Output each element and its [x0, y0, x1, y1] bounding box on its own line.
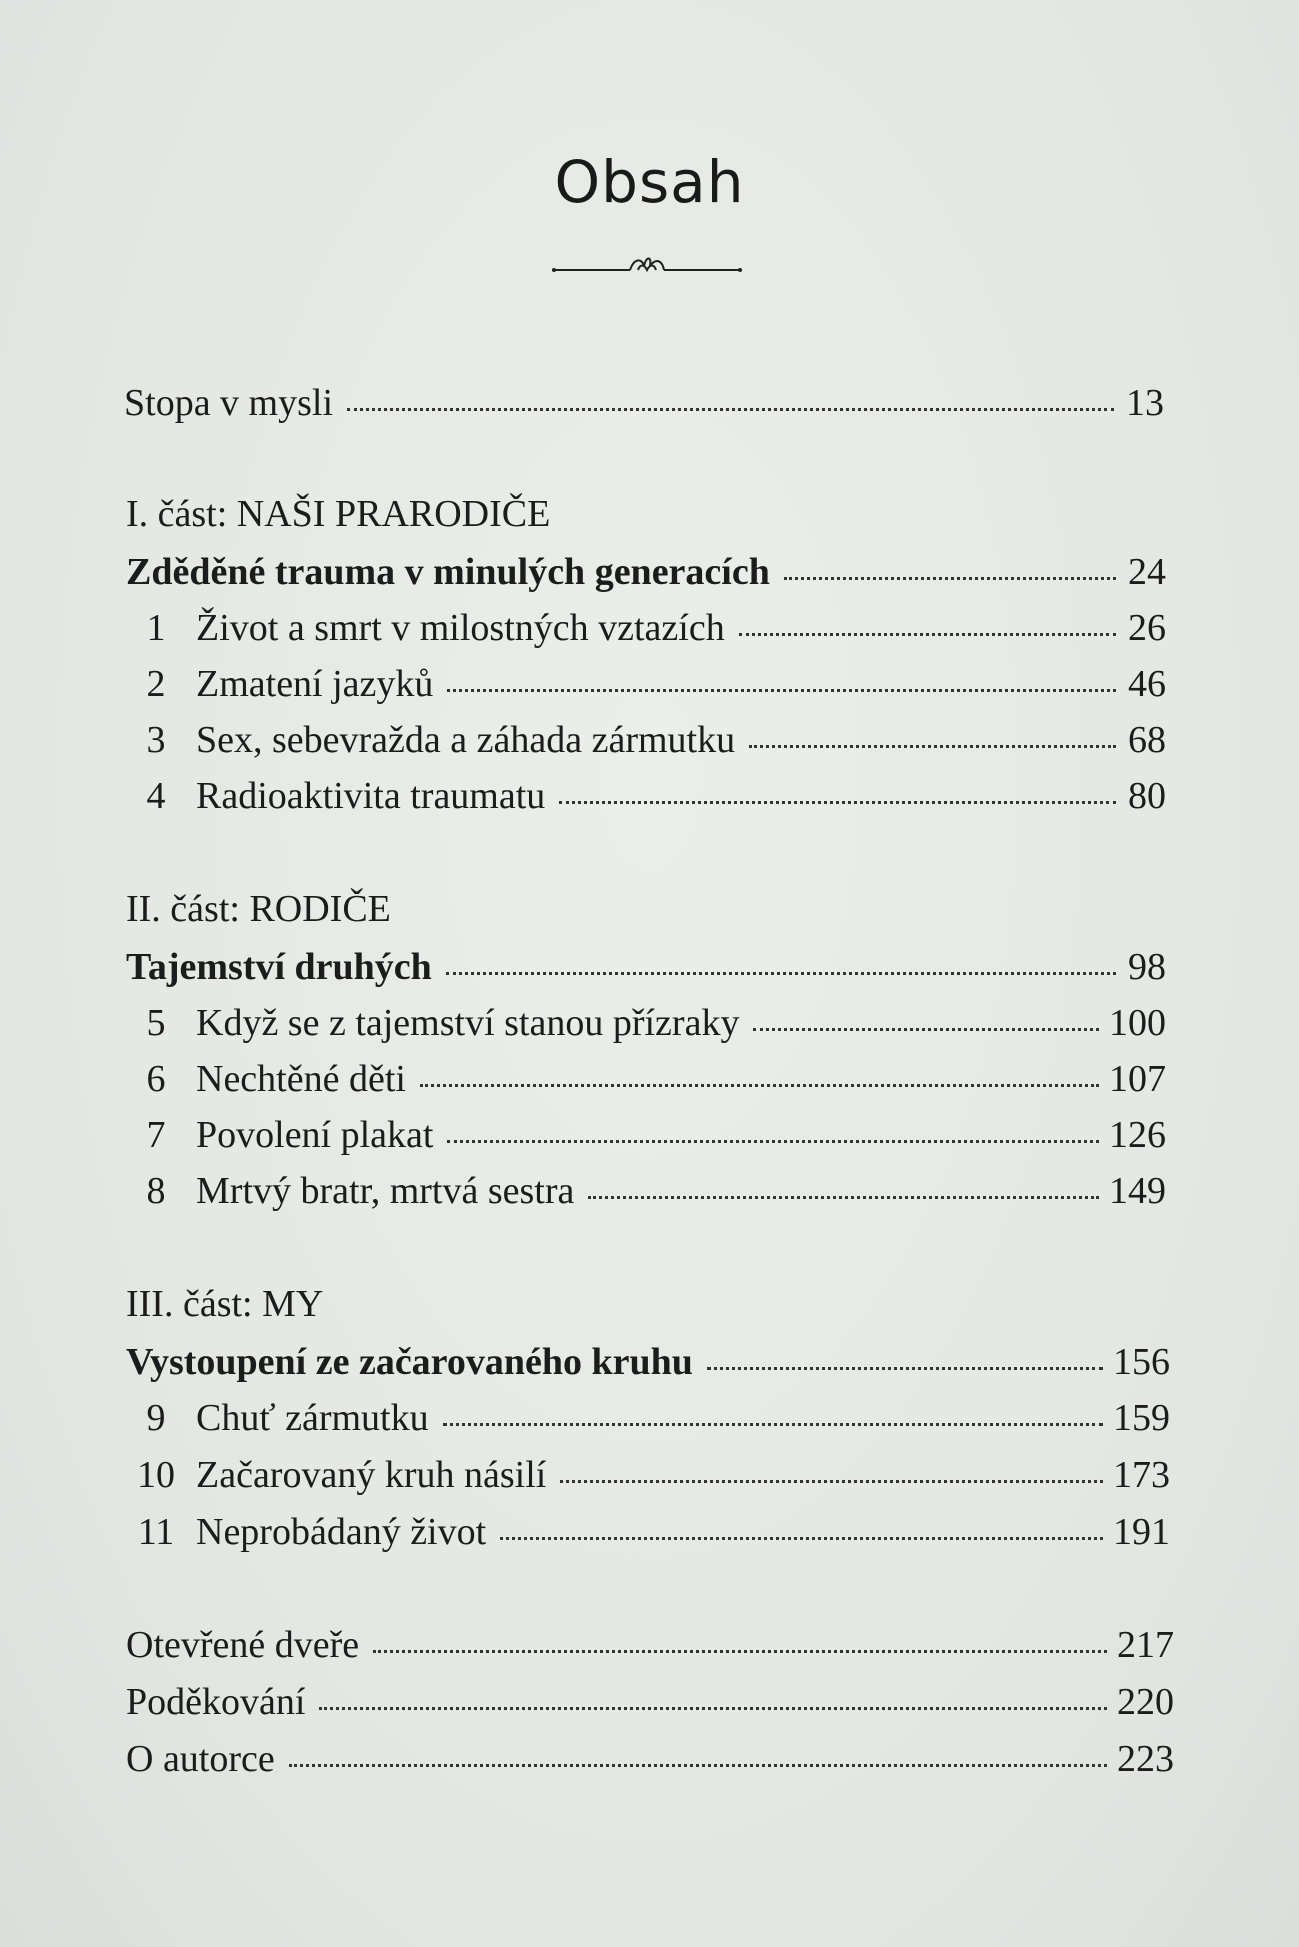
chapter-title: Sex, sebevražda a záhada zármutku	[196, 719, 736, 761]
toc-section-page: 24	[1128, 551, 1166, 593]
toc-section-label: Zděděné trauma v minulých generacích	[126, 551, 770, 593]
toc-section-page: 156	[1113, 1341, 1170, 1383]
toc-chapter	[116, 1172, 1166, 1210]
toc-entry-closing	[126, 1740, 1174, 1778]
leader-dots	[443, 1423, 1103, 1426]
chapter-title: Neprobádaný život	[196, 1511, 487, 1553]
chapter-page: 159	[1113, 1397, 1170, 1439]
toc-entry-label: Otevřené dveře	[126, 1624, 360, 1666]
chapter-page: 68	[1128, 719, 1166, 761]
toc-entry-page: 217	[1117, 1624, 1174, 1666]
chapter-title: Zmatení jazyků	[196, 663, 434, 705]
chapter-number: 3	[146, 719, 166, 761]
toc-chapter	[116, 1060, 1166, 1098]
toc-section-2	[126, 948, 1166, 986]
leader-dots	[420, 1084, 1099, 1087]
leader-dots	[373, 1650, 1107, 1653]
toc-chapter	[116, 777, 1166, 815]
chapter-title: Mrtvý bratr, mrtvá sestra	[196, 1170, 575, 1212]
toc-entry-closing	[126, 1626, 1174, 1664]
chapter-number: 5	[146, 1002, 166, 1044]
toc-section-3	[126, 1343, 1170, 1381]
toc-chapter	[116, 1513, 1170, 1551]
chapter-page: 173	[1113, 1454, 1170, 1496]
toc-chapter	[116, 665, 1166, 703]
chapter-page: 149	[1109, 1170, 1166, 1212]
toc-section-label: Tajemství druhých	[126, 946, 432, 988]
toc-section-label: Vystoupení ze začarovaného kruhu	[126, 1341, 693, 1383]
toc-entry-label: O autorce	[126, 1738, 275, 1780]
chapter-page: 107	[1109, 1058, 1166, 1100]
leader-dots	[739, 633, 1116, 636]
toc-chapter	[116, 721, 1166, 759]
chapter-page: 26	[1128, 607, 1166, 649]
leader-dots	[447, 689, 1116, 692]
chapter-title: Když se z tajemství stanou přízraky	[196, 1002, 740, 1044]
toc-section-1	[126, 553, 1166, 591]
chapter-number: 10	[137, 1454, 175, 1496]
toc-section-page: 98	[1128, 946, 1166, 988]
chapter-page: 191	[1113, 1511, 1170, 1553]
toc-chapter	[116, 609, 1166, 647]
chapter-number: 9	[146, 1397, 166, 1439]
chapter-title: Chuť zármutku	[196, 1397, 429, 1439]
toc-entry-label: Poděkování	[126, 1681, 306, 1723]
chapter-title: Začarovaný kruh násilí	[196, 1454, 547, 1496]
toc-chapter	[116, 1399, 1170, 1437]
chapter-page: 100	[1109, 1002, 1166, 1044]
chapter-number: 11	[137, 1511, 175, 1553]
leader-dots	[347, 408, 1114, 411]
leader-dots	[749, 745, 1116, 748]
leader-dots	[289, 1764, 1107, 1767]
leader-dots	[500, 1537, 1103, 1540]
part-heading-2: II. část: RODIČE	[126, 888, 391, 930]
leader-dots	[560, 1480, 1103, 1483]
chapter-title: Život a smrt v milostných vztazích	[196, 607, 725, 649]
leader-dots	[447, 1140, 1099, 1143]
toc-entry-page: 223	[1117, 1738, 1174, 1780]
chapter-number: 8	[146, 1170, 166, 1212]
chapter-title: Radioaktivita traumatu	[196, 775, 546, 817]
chapter-title: Povolení plakat	[196, 1114, 434, 1156]
leader-dots	[784, 577, 1116, 580]
toc-entry-closing	[126, 1683, 1174, 1721]
toc-entry-intro	[124, 384, 1164, 422]
chapter-number: 6	[146, 1058, 166, 1100]
toc-entry-page: 220	[1117, 1681, 1174, 1723]
leader-dots	[588, 1196, 1099, 1199]
leader-dots	[559, 801, 1116, 804]
leader-dots	[753, 1028, 1099, 1031]
chapter-number: 2	[146, 663, 166, 705]
chapter-page: 126	[1109, 1114, 1166, 1156]
chapter-number: 7	[146, 1114, 166, 1156]
chapter-number: 4	[146, 775, 166, 817]
toc-chapter	[116, 1116, 1166, 1154]
leader-dots	[446, 972, 1116, 975]
part-heading-3: III. část: MY	[126, 1283, 324, 1325]
chapter-number: 1	[146, 607, 166, 649]
part-heading-1: I. část: NAŠI PRARODIČE	[126, 493, 551, 535]
leader-dots	[707, 1367, 1103, 1370]
chapter-page: 80	[1128, 775, 1166, 817]
toc-entry-page: 13	[1126, 382, 1164, 424]
toc-chapter	[116, 1004, 1166, 1042]
toc-entry-label: Stopa v mysli	[124, 382, 334, 424]
leader-dots	[319, 1707, 1107, 1710]
page-title: Obsah	[554, 148, 745, 216]
chapter-page: 46	[1128, 663, 1166, 705]
chapter-title: Nechtěné děti	[196, 1058, 406, 1100]
toc-chapter	[116, 1456, 1170, 1494]
ornament-divider-icon	[552, 252, 742, 276]
